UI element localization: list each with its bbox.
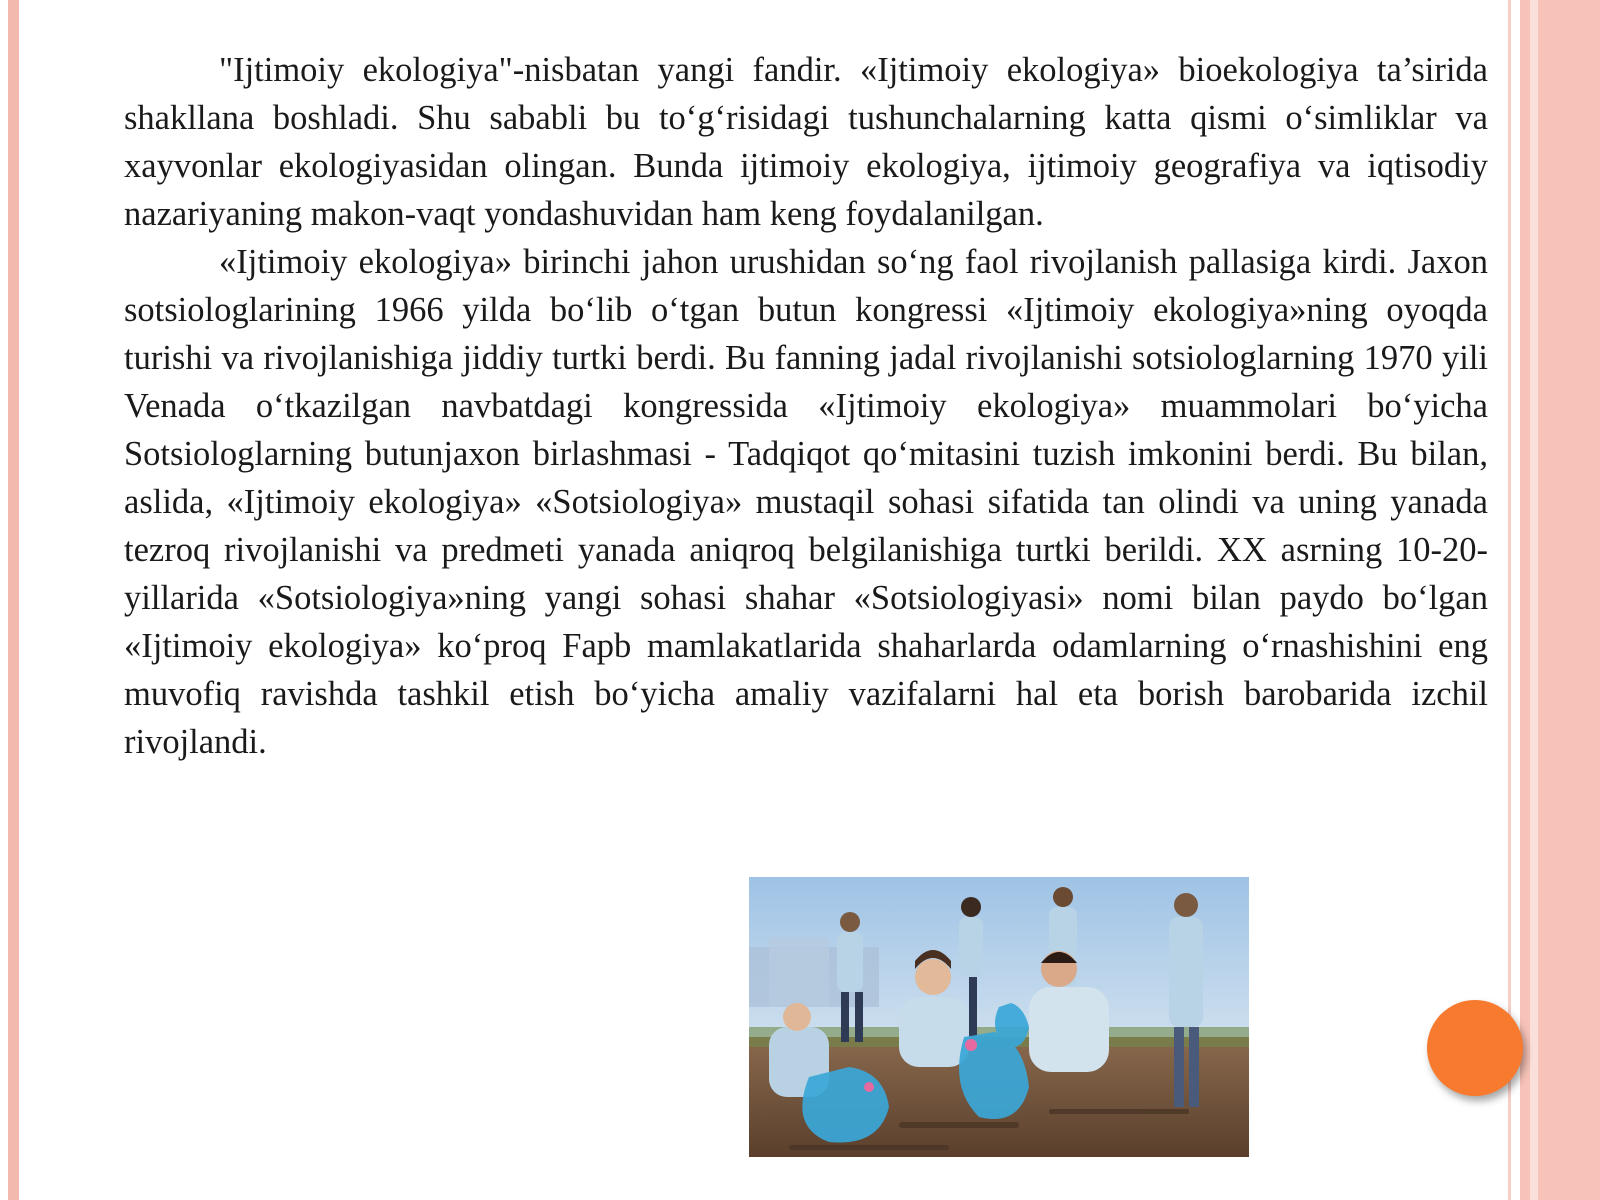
right-decorative-stripe bbox=[1530, 0, 1538, 1200]
volunteers-photo bbox=[749, 877, 1249, 1157]
orange-circle-decoration bbox=[1427, 1000, 1523, 1096]
left-decorative-bar bbox=[8, 0, 19, 1200]
body-text bbox=[124, 46, 1488, 766]
volunteers-cleaning-park-icon bbox=[749, 877, 1249, 1157]
paragraph-2: «Ijtimoiy ekologiya» birinchi jahon urushidan so‘ng faol rivojlanish pallasiga kirdi. Jaxon sotsiologlarining 1966 yilda bo‘lib o‘tgan butun kongressi «Ijtimoiy ekologiya»ning oyoqda turishi va rivojlanishiga jiddiy turtki berdi. Bu fanning jadal rivojlanishi sotsiologlarning 1970 yili Venada o‘tkazilgan navbatdagi kongressida «Ijtimoiy ekologiya» muammolari bo‘yicha Sotsiologlarning butunjaxon birlashmasi - Tadqiqot qo‘mitasini tuzish imkonini berdi. Bu bilan, aslida, «Ijtimoiy ekologiya» «Sotsiologiya» mustaqil sohasi sifatida tan olindi va uning yanada tezroq rivojlanishi va predmeti yanada aniqroq belgilanishiga turtki berildi. XX asrning 10-20- yillarida «Sotsiologiya»ning yangi sohasi shahar «Sotsiologiyasi» nomi bilan paydo bo‘lgan «Ijtimoiy ekologiya» ko‘proq Fapb mamlakatlarida shaharlarda odamlarning o‘rnashishini eng muvofiq ravishda tashkil etish bo‘yicha amaliy vazifalarni hal eta borish barobarida izchil rivojlandi. bbox=[124, 243, 1488, 761]
paragraph-1: "Ijtimoiy ekologiya"-nisbatan yangi fandir. «Ijtimoiy ekologiya» bioekologiya ta’sirida shakllana boshladi. Shu sababli bu to‘g‘risidagi tushunchalarning katta qismi o‘simliklar va xayvonlar ekologiyasidan olingan. Bunda ijtimoiy ekologiya, ijtimoiy geografiya va iqtisodiy nazariyaning makon-vaqt yondashuvidan ham keng foydalanilgan. bbox=[124, 51, 1488, 233]
